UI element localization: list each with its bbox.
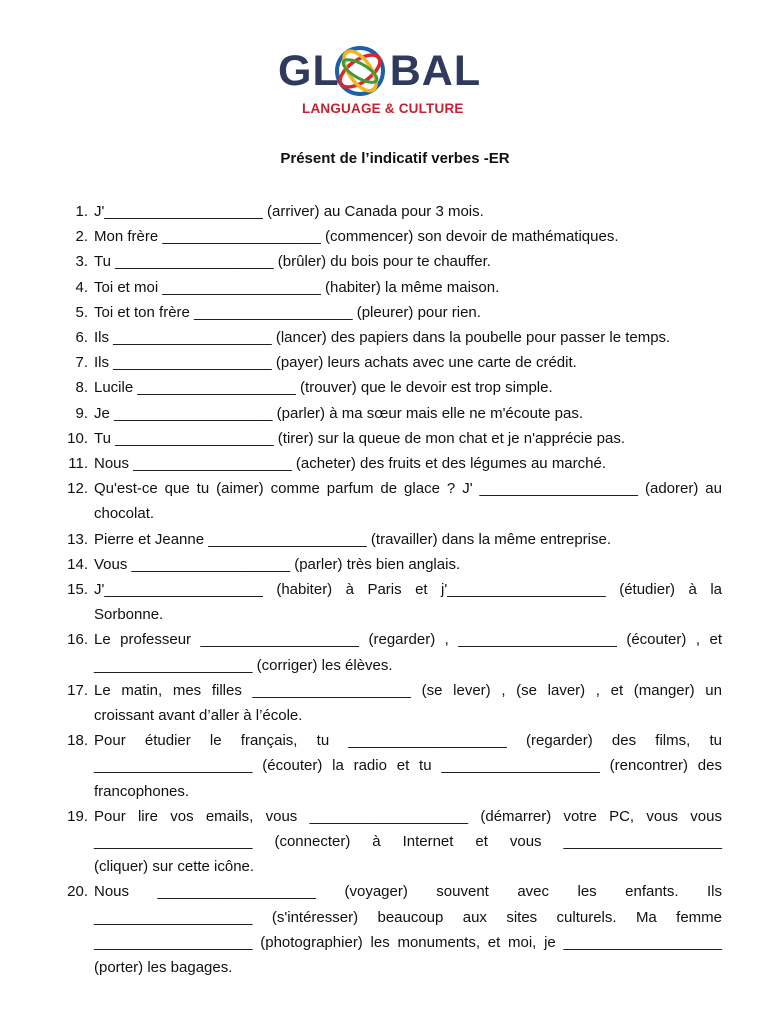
exercise-text-line: (cliquer) sur cette icône. xyxy=(94,858,255,876)
exercise-number: 2. xyxy=(75,228,88,246)
exercise-text-line: Toi et moi ___________________ (habiter) la même maison. xyxy=(94,278,500,296)
exercise-text-line: ___________________ (corriger) les élèves. xyxy=(94,656,393,674)
exercise-item xyxy=(58,552,722,577)
exercise-number: 18. xyxy=(67,732,88,750)
global-logo xyxy=(278,42,518,122)
exercise-text-line: J'___________________ (arriver) au Canada pour 3 mois. xyxy=(94,203,484,220)
exercise-number: 12. xyxy=(67,480,88,498)
exercise-item xyxy=(58,249,722,274)
exercise-text-line: Vous ___________________ (parler) très bien anglais. xyxy=(94,555,461,573)
exercise-item xyxy=(58,401,722,426)
exercise-item xyxy=(58,350,722,375)
exercise-text-line: ___________________ (s'intéresser) beaucoup aux sites culturels. Ma femme xyxy=(94,908,722,926)
exercise-number: 5. xyxy=(75,303,88,321)
exercise-item xyxy=(58,476,722,526)
logo-tagline: LANGUAGE & CULTURE xyxy=(302,101,464,116)
exercise-text-line: Qu'est-ce que tu (aimer) comme parfum de glace ? J' ___________________ (adorer) au xyxy=(94,480,722,498)
exercise-text-line: Sorbonne. xyxy=(94,606,164,624)
globe-icon xyxy=(333,44,387,98)
exercise-number: 15. xyxy=(67,581,88,599)
exercise-number: 4. xyxy=(75,278,88,296)
exercise-text-line: Nous ___________________ (voyager) souvent avec les enfants. Ils xyxy=(94,883,722,901)
exercise-text-line: ___________________ (écouter) la radio et tu ___________________ (rencontrer) des xyxy=(94,757,722,775)
logo-wordmark xyxy=(278,47,514,95)
exercise-text-line: Tu ___________________ (tirer) sur la queue de mon chat et je n'apprécie pas. xyxy=(94,429,626,447)
exercise-text-line: Ils ___________________ (lancer) des papiers dans la poubelle pour passer le temps. xyxy=(94,329,671,347)
exercise-text-line: Toi et ton frère ___________________ (pleurer) pour rien. xyxy=(94,303,481,321)
exercise-number: 11. xyxy=(68,455,88,473)
exercise-item xyxy=(58,325,722,350)
exercise-number: 10. xyxy=(67,429,88,447)
exercise-item xyxy=(58,627,722,677)
exercise-text-line: Le professeur ___________________ (regarder) , ___________________ (écouter) , et xyxy=(94,631,722,649)
exercise-text-line: J'___________________ (habiter) à Paris et j'___________________ (étudier) à la xyxy=(94,581,722,599)
exercise-item xyxy=(58,728,722,804)
exercise-number: 7. xyxy=(75,354,88,372)
exercise-item xyxy=(58,879,722,980)
exercise-number: 3. xyxy=(75,253,88,271)
exercise-item xyxy=(58,426,722,451)
exercise-text-line: Mon frère ___________________ (commencer) son devoir de mathématiques. xyxy=(94,228,619,246)
exercise-number: 8. xyxy=(75,379,88,397)
exercise-text-line: Pour étudier le français, tu ___________________ (regarder) des films, tu xyxy=(94,732,722,750)
exercise-text-line: Le matin, mes filles ___________________ (se lever) , (se laver) , et (manger) un xyxy=(94,681,722,699)
exercise-number: 9. xyxy=(75,404,88,422)
exercise-item xyxy=(58,224,722,249)
exercise-item xyxy=(58,375,722,400)
logo-wordmark-left: GL xyxy=(278,47,340,95)
exercise-number: 20. xyxy=(67,883,88,901)
exercise-item xyxy=(58,678,722,728)
exercise-text-line: ___________________ (photographier) les monuments, et moi, je ___________________ xyxy=(94,933,722,951)
exercise-item xyxy=(58,804,722,880)
exercise-number: 17. xyxy=(67,681,88,699)
worksheet-title: Présent de l’indicatif verbes -ER xyxy=(280,150,510,167)
exercise-item xyxy=(58,199,722,224)
exercise-text-line: Nous ___________________ (acheter) des fruits et des légumes au marché. xyxy=(94,455,606,473)
exercise-number: 6. xyxy=(75,329,88,347)
exercise-text-line: Je ___________________ (parler) à ma sœur mais elle ne m'écoute pas. xyxy=(94,404,583,422)
exercise-number: 1. xyxy=(75,203,88,220)
exercise-number: 19. xyxy=(67,807,88,825)
exercise-item xyxy=(58,300,722,325)
exercise-text-line: chocolat. xyxy=(94,505,155,523)
exercise-text-line: Pour lire vos emails, vous ___________________ (démarrer) votre PC, vous vous xyxy=(94,807,722,825)
exercise-item xyxy=(58,451,722,476)
exercise-item xyxy=(58,275,722,300)
exercise-text-line: Ils ___________________ (payer) leurs achats avec une carte de crédit. xyxy=(94,354,577,372)
exercise-number: 13. xyxy=(67,530,88,548)
exercise-text-line: (porter) les bagages. xyxy=(94,959,233,977)
exercise-text-line: Pierre et Jeanne ___________________ (travailler) dans la même entreprise. xyxy=(94,530,611,548)
logo-wordmark-right: BAL xyxy=(389,47,482,95)
exercise-text-line: Lucile ___________________ (trouver) que le devoir est trop simple. xyxy=(94,379,553,397)
exercise-number: 16. xyxy=(67,631,88,649)
exercise-list xyxy=(58,199,722,980)
exercise-text-line: Tu ___________________ (brûler) du bois pour te chauffer. xyxy=(94,253,491,271)
exercise-number: 14. xyxy=(67,555,88,573)
exercise-item xyxy=(58,577,722,627)
exercise-text-line: francophones. xyxy=(94,782,190,800)
exercise-item xyxy=(58,527,722,552)
exercise-text-line: ___________________ (connecter) à Internet et vous ___________________ xyxy=(94,833,722,851)
exercise-text-line: croissant avant d’aller à l’école. xyxy=(94,707,303,725)
